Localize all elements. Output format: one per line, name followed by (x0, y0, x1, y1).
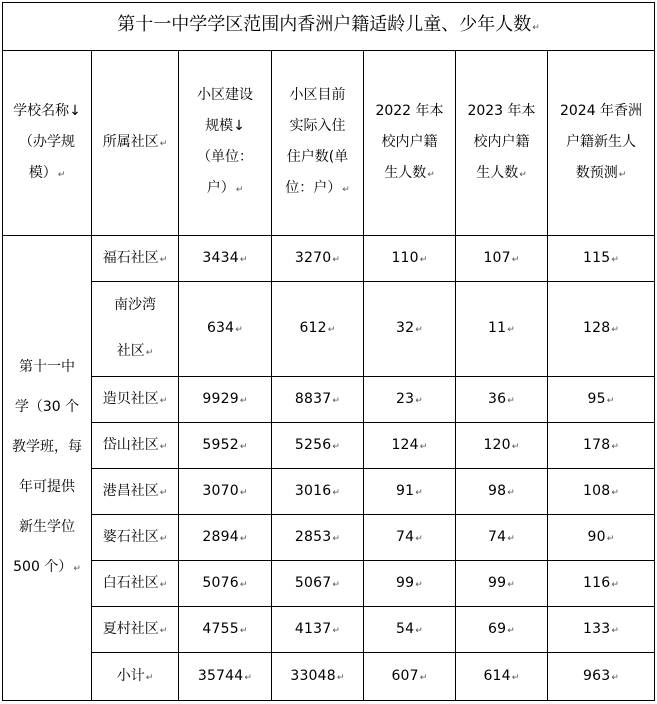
paragraph-mark-icon: ↵ (507, 395, 515, 406)
build-scale-cell: 3070↵ (179, 469, 272, 515)
actual-residents-cell: 3016↵ (272, 469, 364, 515)
community-cell: 南沙湾 社区↵ (92, 282, 179, 377)
students-2022-cell: 23↵ (364, 377, 456, 423)
header-students-2023: 2023 年本 校内户籍 生人数↵ (456, 51, 548, 236)
table-row (3, 423, 655, 469)
paragraph-mark-icon: ↵ (415, 487, 423, 498)
students-2023-cell: 69↵ (456, 607, 548, 653)
table-row (3, 236, 655, 282)
paragraph-mark-icon: ↵ (419, 441, 428, 452)
students-2023-cell: 98↵ (456, 469, 548, 515)
paragraph-mark-icon: ↵ (239, 533, 248, 544)
subtotal-students-2022-cell: 607↵ (364, 653, 456, 701)
table-title (3, 3, 655, 51)
paragraph-mark-icon: ↵ (507, 579, 515, 590)
paragraph-mark-icon: ↵ (532, 23, 540, 33)
forecast-2024-cell: 115↵ (548, 236, 655, 282)
paragraph-mark-icon: ↵ (159, 487, 168, 498)
paragraph-mark-icon: ↵ (239, 625, 248, 636)
header-forecast-2024: 2024 年香洲 户籍新生人 数预测↵ (548, 51, 655, 236)
paragraph-mark-icon: ↵ (145, 672, 154, 683)
forecast-2024-cell: 108↵ (548, 469, 655, 515)
table-row (3, 607, 655, 653)
paragraph-mark-icon: ↵ (239, 254, 248, 265)
community-cell: 岱山社区↵ (92, 423, 179, 469)
students-2022-cell: 110↵ (364, 236, 456, 282)
actual-residents-cell: 5067↵ (272, 561, 364, 607)
paragraph-mark-icon: ↵ (73, 564, 81, 574)
paragraph-mark-icon: ↵ (239, 579, 248, 590)
subtotal-students-2023-cell: 614↵ (456, 653, 548, 701)
paragraph-mark-icon: ↵ (611, 254, 620, 265)
build-scale-cell: 2894↵ (179, 515, 272, 561)
paragraph-mark-icon: ↵ (332, 254, 341, 265)
paragraph-mark-icon: ↵ (611, 441, 620, 452)
paragraph-mark-icon: ↵ (159, 441, 168, 452)
community-cell: 白石社区↵ (92, 561, 179, 607)
build-scale-cell: 5952↵ (179, 423, 272, 469)
paragraph-mark-icon: ↵ (239, 395, 248, 406)
paragraph-mark-icon: ↵ (159, 533, 168, 544)
build-scale-cell: 9929↵ (179, 377, 272, 423)
students-2022-cell: 124↵ (364, 423, 456, 469)
subtotal-build-scale-cell: 35744↵ (179, 653, 272, 701)
paragraph-mark-icon: ↵ (235, 325, 244, 335)
paragraph-mark-icon: ↵ (419, 254, 428, 265)
students-2023-cell: 36↵ (456, 377, 548, 423)
students-2022-cell: 32↵ (364, 282, 456, 377)
paragraph-mark-icon: ↵ (427, 169, 435, 180)
paragraph-mark-icon: ↵ (519, 169, 527, 180)
subtotal-row (3, 653, 655, 701)
paragraph-mark-icon: ↵ (507, 625, 515, 636)
paragraph-mark-icon: ↵ (606, 395, 615, 406)
table-row (3, 515, 655, 561)
build-scale-cell: 634↵ (179, 282, 272, 377)
actual-residents-cell: 8837↵ (272, 377, 364, 423)
paragraph-mark-icon: ↵ (611, 625, 620, 636)
paragraph-mark-icon: ↵ (159, 579, 168, 590)
forecast-2024-cell: 95↵ (548, 377, 655, 423)
header-community: 所属社区↵ (92, 51, 179, 236)
subtotal-label-cell: 小计↵ (92, 653, 179, 701)
paragraph-mark-icon: ↵ (507, 533, 515, 544)
paragraph-mark-icon: ↵ (507, 487, 515, 498)
students-2023-cell: 74↵ (456, 515, 548, 561)
students-2022-cell: 99↵ (364, 561, 456, 607)
students-2023-cell: 120↵ (456, 423, 548, 469)
forecast-2024-cell: 90↵ (548, 515, 655, 561)
paragraph-mark-icon: ↵ (415, 579, 423, 590)
actual-residents-cell: 3270↵ (272, 236, 364, 282)
paragraph-mark-icon: ↵ (611, 325, 620, 335)
paragraph-mark-icon: ↵ (159, 254, 168, 265)
forecast-2024-cell: 178↵ (548, 423, 655, 469)
paragraph-mark-icon: ↵ (57, 169, 66, 180)
header-build-scale: 小区建设 规模↓ （单位： 户）↵ (179, 51, 272, 236)
forecast-2024-cell: 128↵ (548, 282, 655, 377)
paragraph-mark-icon: ↵ (618, 169, 627, 180)
paragraph-mark-icon: ↵ (332, 441, 341, 452)
paragraph-mark-icon: ↵ (239, 441, 248, 452)
school-name-cell: 第十一中 学（30 个 教学班，每 年可提供 新生学位 500 个）↵ (3, 236, 92, 701)
paragraph-mark-icon: ↵ (415, 325, 423, 335)
table-row (3, 282, 655, 377)
subtotal-forecast-2024-cell: 963↵ (548, 653, 655, 701)
students-2023-cell: 107↵ (456, 236, 548, 282)
students-2023-cell: 11↵ (456, 282, 548, 377)
community-cell: 造贝社区↵ (92, 377, 179, 423)
table-row (3, 377, 655, 423)
community-cell: 夏村社区↵ (92, 607, 179, 653)
paragraph-mark-icon: ↵ (342, 185, 350, 195)
paragraph-mark-icon: ↵ (511, 672, 520, 683)
paragraph-mark-icon: ↵ (235, 185, 244, 195)
paragraph-mark-icon: ↵ (611, 579, 620, 590)
paragraph-mark-icon: ↵ (415, 395, 423, 406)
header-actual-residents: 小区目前 实际入住 住户数(单 位：户）↵ (272, 51, 364, 236)
build-scale-cell: 5076↵ (179, 561, 272, 607)
table-row (3, 561, 655, 607)
paragraph-mark-icon: ↵ (511, 254, 520, 265)
enrollment-table (2, 2, 655, 701)
paragraph-mark-icon: ↵ (332, 487, 341, 498)
community-cell: 婆石社区↵ (92, 515, 179, 561)
paragraph-mark-icon: ↵ (419, 672, 428, 683)
forecast-2024-cell: 116↵ (548, 561, 655, 607)
students-2022-cell: 54↵ (364, 607, 456, 653)
table-row (3, 469, 655, 515)
paragraph-mark-icon: ↵ (606, 533, 615, 544)
paragraph-mark-icon: ↵ (611, 672, 620, 683)
paragraph-mark-icon: ↵ (332, 625, 341, 636)
paragraph-mark-icon: ↵ (415, 533, 423, 544)
subtotal-actual-residents-cell: 33048↵ (272, 653, 364, 701)
students-2022-cell: 74↵ (364, 515, 456, 561)
header-students-2022: 2022 年本 校内户籍 生人数↵ (364, 51, 456, 236)
paragraph-mark-icon: ↵ (511, 441, 520, 452)
actual-residents-cell: 5256↵ (272, 423, 364, 469)
paragraph-mark-icon: ↵ (332, 579, 341, 590)
paragraph-mark-icon: ↵ (145, 348, 154, 358)
paragraph-mark-icon: ↵ (159, 395, 168, 406)
forecast-2024-cell: 133↵ (548, 607, 655, 653)
actual-residents-cell: 4137↵ (272, 607, 364, 653)
paragraph-mark-icon: ↵ (332, 533, 341, 544)
header-school: 学校名称↓ （办学规 模）↵ (3, 51, 92, 236)
document-page (2, 2, 654, 701)
paragraph-mark-icon: ↵ (507, 325, 515, 335)
title-row (3, 3, 655, 51)
paragraph-mark-icon: ↵ (327, 325, 336, 335)
build-scale-cell: 3434↵ (179, 236, 272, 282)
students-2023-cell: 99↵ (456, 561, 548, 607)
paragraph-mark-icon: ↵ (159, 625, 168, 636)
header-row (3, 51, 655, 236)
paragraph-mark-icon: ↵ (415, 625, 423, 636)
paragraph-mark-icon: ↵ (159, 138, 168, 149)
paragraph-mark-icon: ↵ (244, 672, 253, 683)
paragraph-mark-icon: ↵ (239, 487, 248, 498)
students-2022-cell: 91↵ (364, 469, 456, 515)
table-title-text: 第十一中学学区范围内香洲户籍适龄儿童、少年人数 (117, 14, 532, 35)
actual-residents-cell: 612↵ (272, 282, 364, 377)
actual-residents-cell: 2853↵ (272, 515, 364, 561)
community-cell: 福石社区↵ (92, 236, 179, 282)
build-scale-cell: 4755↵ (179, 607, 272, 653)
community-cell: 港昌社区↵ (92, 469, 179, 515)
paragraph-mark-icon: ↵ (611, 487, 620, 498)
paragraph-mark-icon: ↵ (332, 395, 341, 406)
paragraph-mark-icon: ↵ (336, 672, 345, 683)
